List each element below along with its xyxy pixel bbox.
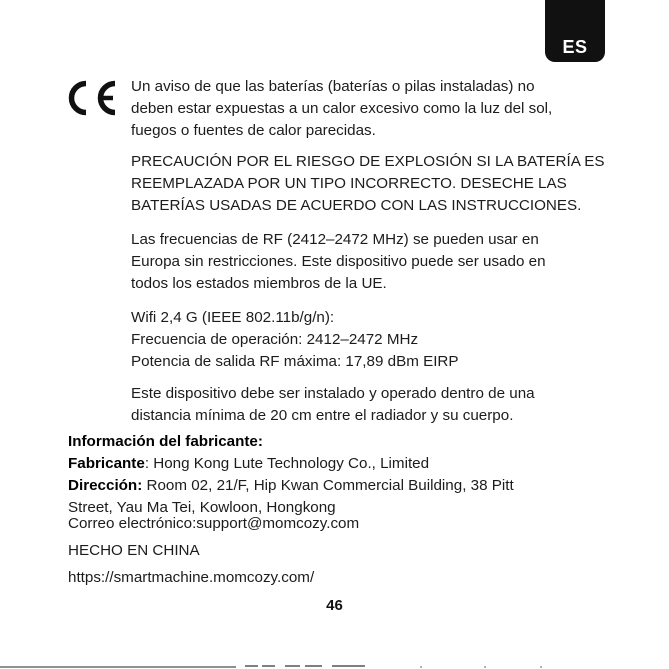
text-line: todos los estados miembros de la UE. — [131, 275, 387, 292]
address-label: Dirección: — [68, 477, 143, 494]
text-line: distancia mínima de 20 cm entre el radiador y su cuerpo. — [131, 407, 514, 424]
email-line — [68, 513, 608, 535]
website-url: https://smartmachine.momcozy.com/ — [68, 569, 315, 586]
ce-mark-icon — [66, 80, 118, 116]
caution-paragraph — [131, 151, 605, 217]
page-number: 46 — [326, 597, 343, 614]
text-line: Europa sin restricciones. Este dispositivo puede ser usado en — [131, 253, 546, 270]
text-line: Este dispositivo debe ser instalado y operado dentro de una — [131, 385, 535, 402]
install-paragraph — [131, 383, 601, 427]
address-value: Room 02, 21/F, Hip Kwan Commercial Building, 38 Pitt — [142, 477, 514, 494]
manufacturer-heading: Información del fabricante: — [68, 433, 263, 450]
language-tab — [545, 0, 605, 62]
manufacturer-value: : Hong Kong Lute Technology Co., Limited — [144, 455, 430, 472]
bottom-edge-marks — [0, 663, 669, 669]
text-line: PRECAUCIÓN POR EL RIESGO DE EXPLOSIÓN SI LA BATERÍA ES — [131, 153, 605, 170]
text-line: Un aviso de que las baterías (baterías o pilas instaladas) no — [131, 78, 535, 95]
manufacturer-line — [68, 453, 608, 475]
wifi-paragraph — [131, 307, 601, 373]
manufacturer-label: Fabricante — [68, 455, 145, 472]
text-line: BATERÍAS USADAS DE ACUERDO CON LAS INSTRUCCIONES. — [131, 197, 582, 214]
text-line: fuegos o fuentes de calor parecidas. — [131, 122, 376, 139]
address-line — [68, 475, 608, 497]
address-line-2: Street, Yau Ma Tei, Kowloon, Hongkong — [68, 499, 336, 516]
text-line: Frecuencia de operación: 2412–2472 MHz — [131, 331, 419, 348]
made-in-text: HECHO EN CHINA — [68, 542, 200, 559]
text-line: REEMPLAZADA POR UN TIPO INCORRECTO. DESECHE LAS — [131, 175, 567, 192]
text-line: deben estar expuestas a un calor excesivo como la luz del sol, — [131, 100, 553, 117]
email-text: Correo electrónico:support@momcozy.com — [68, 515, 360, 532]
text-line: Wifi 2,4 G (IEEE 802.11b/g/n): — [131, 309, 335, 326]
battery-warning-paragraph — [131, 76, 601, 142]
text-line: Las frecuencias de RF (2412–2472 MHz) se pueden usar en — [131, 231, 539, 248]
url-line — [68, 567, 608, 589]
manufacturer-info — [68, 431, 608, 519]
language-tab-label: ES — [562, 37, 588, 57]
made-in-line — [68, 540, 608, 562]
rf-paragraph — [131, 229, 601, 295]
text-line: Potencia de salida RF máxima: 17,89 dBm EIRP — [131, 353, 459, 370]
